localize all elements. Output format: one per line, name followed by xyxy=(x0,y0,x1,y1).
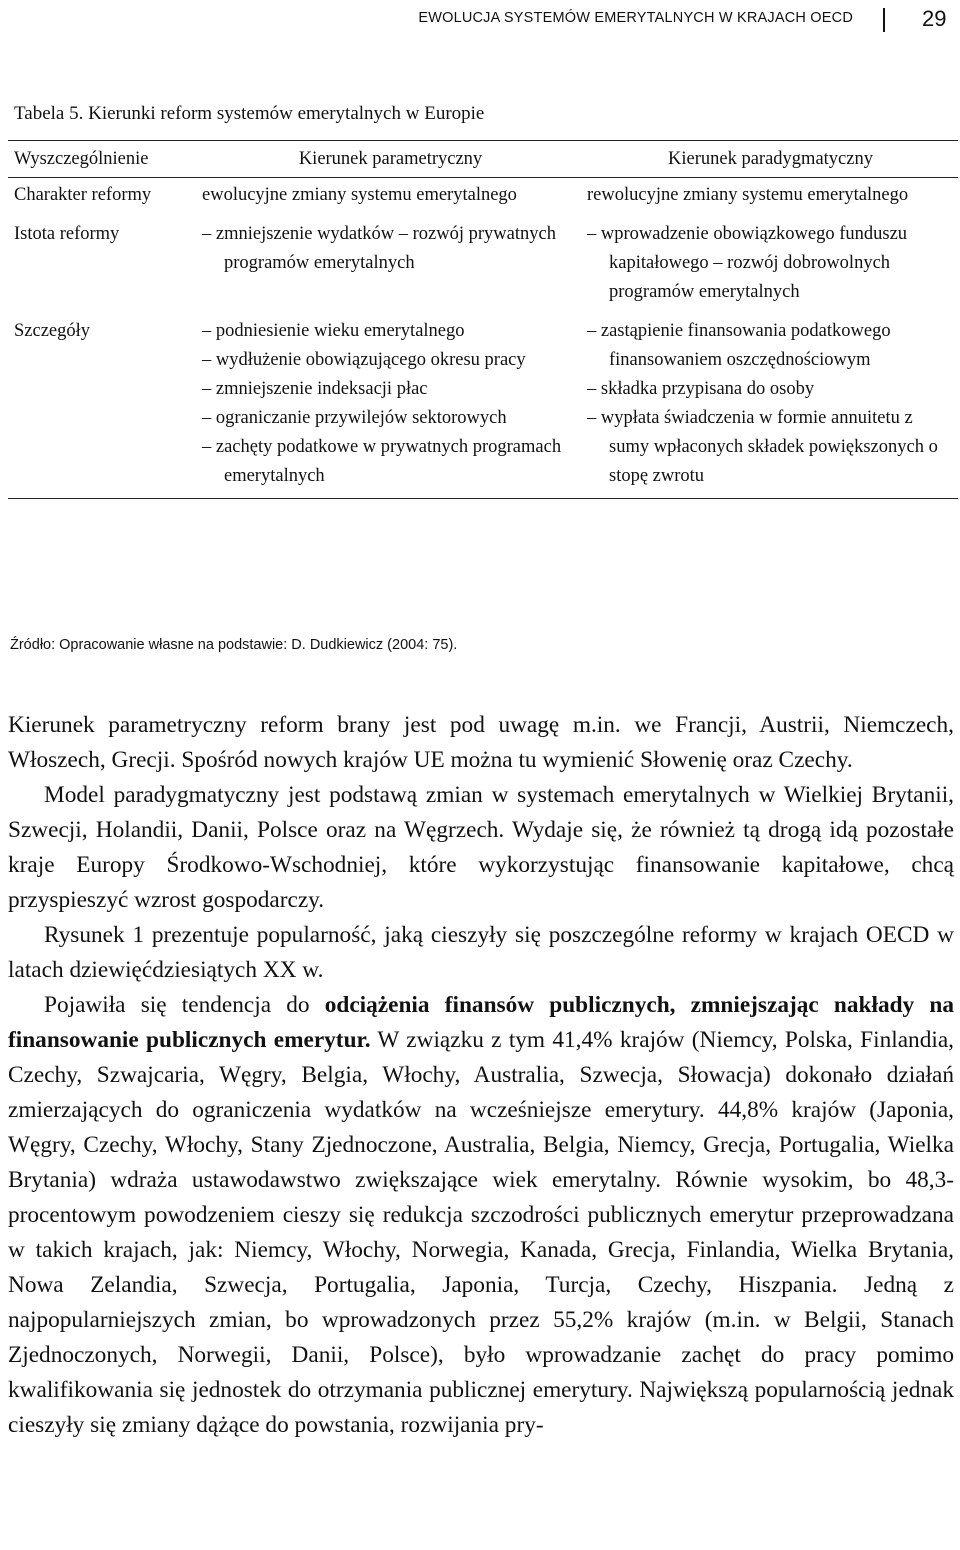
table-row xyxy=(8,314,958,499)
cell-item: – wprowadzenie obowiązkowego funduszu kapitałowego – rozwój dobrowolnych programów emerytalnych xyxy=(587,224,908,302)
cell-item: – podniesienie wieku emerytalnego xyxy=(202,321,465,341)
table-row xyxy=(8,178,958,218)
row-label: Istota reformy xyxy=(14,224,120,244)
reform-table xyxy=(8,140,958,499)
cell-item: – składka przypisana do osoby xyxy=(587,379,815,399)
running-title: EWOLUCJA SYSTEMÓW EMERYTALNYCH W KRAJACH OECD xyxy=(418,10,853,26)
paradigmatic-cell xyxy=(583,314,958,499)
column-header: Kierunek paradygmatyczny xyxy=(583,141,958,178)
table-row xyxy=(8,217,958,314)
cell-text: ewolucyjne zmiany systemu emerytalnego xyxy=(202,185,517,205)
column-header: Kierunek parametryczny xyxy=(198,141,583,178)
cell-item: – zmniejszenie wydatków – rozwój prywatnych programów emerytalnych xyxy=(202,224,556,273)
cell-text: rewolucyjne zmiany systemu emerytalnego xyxy=(587,185,909,205)
parametric-cell xyxy=(198,217,583,314)
column-header: Wyszczególnienie xyxy=(8,141,198,178)
header-separator xyxy=(883,8,885,32)
table-caption: Tabela 5. Kierunki reform systemów emerytalnych w Europie xyxy=(14,103,485,124)
table-source-note: Źródło: Opracowanie własne na podstawie: D. Dudkiewicz (2004: 75). xyxy=(10,637,458,653)
cell-item: – wydłużenie obowiązującego okresu pracy xyxy=(202,350,526,370)
parametric-cell xyxy=(198,178,583,218)
paragraph-text: W związku z tym 41,4% krajów (Niemcy, Polska, Finlandia, Czechy, Szwajcaria, Węgry, Belgia, Włochy, Australia, Szwecja, Słowacja) dokonało działań zmierzających do ograniczenia wydatków na wcześniejsze emerytury. 44,8% krajów (Japonia, Węgry, Czechy, Włochy, Stany Zjednoczone, Australia, Belgia, Niemcy, Grecja, Portugalia, Wielka Brytania) wdraża ustawodawstwo zwiększające wiek emerytalny. Równie wysokim, bo 48,3-procentowym powodzeniem cieszy się redukcja szczodrości publicznych emerytur przeprowadzana w takich krajach, jak: Niemcy, Włochy, Norwegia, Kanada, Grecja, Finlandia, Wielka Brytania, Nowa Zelandia, Szwecja, Portugalia, Japonia, Turcja, Czechy, Hiszpania. Jedną z najpopularniejszych zmian, bo wprowadzonych przez 55,2% krajów (m.in. w Belgii, Stanach Zjednoczonych, Norwegii, Danii, Polsce), było wprowadzanie zachęt do pracy pomimo kwalifikowania się jednostek do otrzymania publicznej emerytury. Największą popularnością jednak cieszyły się zmiany dążące do powstania, rozwijania pry- xyxy=(8,1027,954,1438)
row-label: Charakter reformy xyxy=(14,185,152,205)
cell-item: – wypłata świadczenia w formie annuitetu z sumy wpłaconych składek powiększonych o stopę zwrotu xyxy=(587,408,938,486)
running-header xyxy=(0,8,960,30)
cell-item: – zmniejszenie indeksacji płac xyxy=(202,379,428,399)
body-text xyxy=(8,708,954,1443)
paragraph xyxy=(8,988,954,1443)
paradigmatic-cell xyxy=(583,217,958,314)
row-label: Szczegóły xyxy=(8,314,198,499)
paragraph: Model paradygmatyczny jest podstawą zmian w systemach emerytalnych w Wielkiej Brytanii, Szwecji, Holandii, Danii, Polsce oraz na Węgrzech. Wydaje się, że również tą drogą idą pozostałe kraje Europy Środkowo-Wschodniej, które wykorzystując finansowanie kapitałowe, chcą przyspieszyć wzrost gospodarczy. xyxy=(8,782,954,913)
paragraph: Kierunek parametryczny reform brany jest pod uwagę m.in. we Francji, Austrii, Niemczech, Włoszech, Grecji. Spośród nowych krajów UE można tu wymienić Słowenię oraz Czechy. xyxy=(8,712,954,773)
cell-item: – zastąpienie finansowania podatkowego finansowaniem oszczędnościowym xyxy=(587,321,891,370)
paradigmatic-cell xyxy=(583,178,958,218)
bold-emphasis: odciążenia finansów publicznych, zmniejszając nakłady na finansowanie publicznych emerytur. xyxy=(8,992,955,1053)
table-header-row xyxy=(8,141,958,178)
parametric-cell xyxy=(198,314,583,499)
cell-item: – ograniczanie przywilejów sektorowych xyxy=(202,408,507,428)
paragraph-text: Pojawiła się tendencja do xyxy=(44,992,325,1018)
paragraph: Rysunek 1 prezentuje popularność, jaką cieszyły się poszczególne reformy w krajach OECD w latach dziewięćdziesiątych XX w. xyxy=(8,922,954,983)
page-number: 29 xyxy=(922,6,947,31)
cell-item: – zachęty podatkowe w prywatnych programach emerytalnych xyxy=(202,437,562,486)
